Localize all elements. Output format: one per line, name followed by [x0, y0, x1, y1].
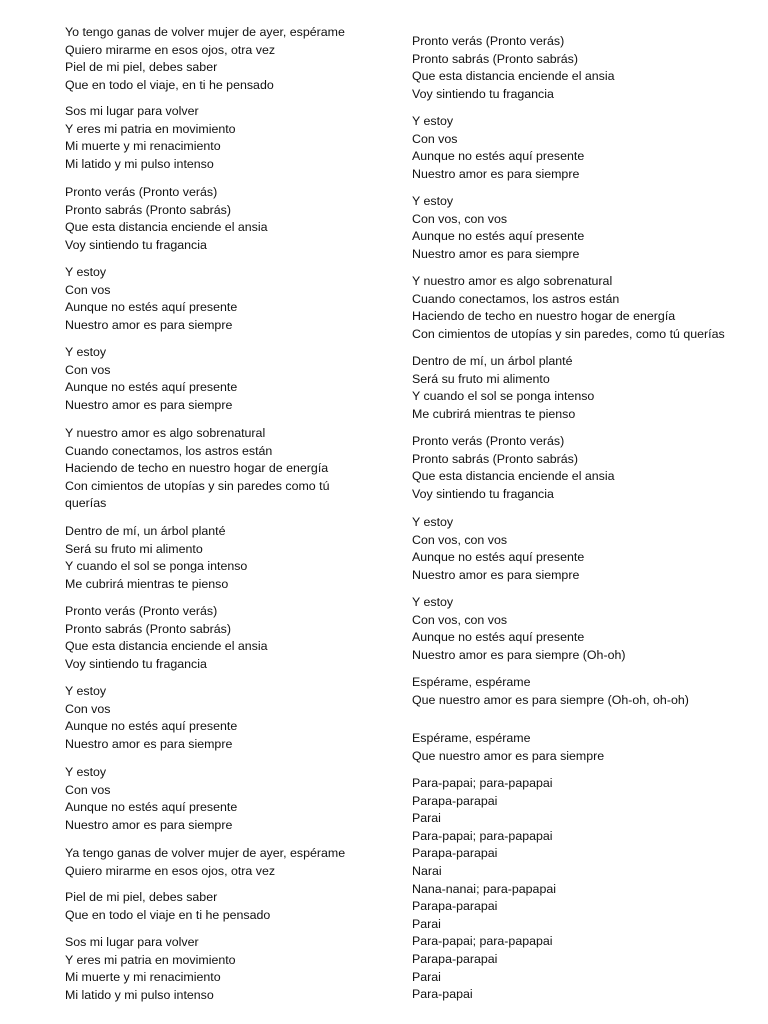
lyric-line: Y estoy [412, 194, 454, 208]
lyric-line: Pronto verás (Pronto verás) [412, 34, 565, 48]
lyric-line: Con vos [412, 131, 458, 146]
lyric-line: Que en todo el viaje en ti he pensado [65, 907, 271, 922]
lyric-line: Con vos [65, 362, 111, 377]
lyric-line: Y estoy [65, 345, 107, 359]
lyric-line: Que nuestro amor es para siempre [412, 748, 605, 763]
lyric-line: Y estoy [65, 765, 107, 779]
lyric-line: Voy sintiendo tu fragancia [412, 486, 554, 501]
stanza [65, 264, 237, 334]
lyric-line: Pronto sabrás (Pronto sabrás) [65, 202, 231, 217]
lyric-line: Sos mi lugar para volver [65, 104, 199, 118]
lyric-line: Con cimientos de utopías y sin paredes como tú [65, 478, 330, 493]
lyric-line: Aunque no estés aquí presente [65, 800, 238, 815]
lyric-line: Aunque no estés aquí presente [412, 630, 585, 645]
lyric-line: Que en todo el viaje, en ti he pensado [65, 77, 274, 92]
stanza [412, 775, 556, 1004]
lyric-line: Pronto sabrás (Pronto sabrás) [65, 621, 231, 636]
lyric-line: Que esta distancia enciende el ansia [412, 469, 615, 484]
lyric-line: Quiero mirarme en esos ojos, otra vez [65, 863, 276, 878]
lyric-line: Sos mi lugar para volver [65, 935, 199, 949]
stanza [65, 103, 236, 173]
lyric-line: Parapa-parapai [412, 899, 498, 914]
stanza [412, 273, 725, 343]
lyric-line: Pronto verás (Pronto verás) [412, 434, 565, 448]
lyric-line: Nuestro amor es para siempre [412, 246, 580, 261]
lyric-line: Y estoy [65, 265, 107, 279]
lyric-line: Con vos, con vos [412, 211, 508, 226]
lyric-line: Y eres mi patria en movimiento [65, 121, 236, 136]
lyric-line: Nuestro amor es para siempre [65, 397, 233, 412]
lyric-line: Yo tengo ganas de volver mujer de ayer, espérame [65, 25, 345, 39]
lyric-line: Y estoy [412, 114, 454, 128]
stanza [65, 934, 236, 1004]
lyric-line: Nuestro amor es para siempre [65, 317, 233, 332]
lyric-line: Y estoy [65, 684, 107, 698]
lyric-line: Con vos [65, 782, 111, 797]
lyric-line: Parai [412, 916, 441, 931]
lyric-line: Será su fruto mi alimento [65, 541, 203, 556]
lyric-line: Y nuestro amor es algo sobrenatural [412, 274, 613, 288]
lyric-line: Aunque no estés aquí presente [412, 149, 585, 164]
lyric-line: Dentro de mí, un árbol planté [412, 354, 573, 368]
stanza [412, 113, 584, 183]
stanza [412, 514, 584, 584]
lyric-line: Y eres mi patria en movimiento [65, 952, 236, 967]
lyric-line: Espérame, espérame [412, 675, 531, 689]
lyric-line: Y cuando el sol se ponga intenso [65, 559, 248, 574]
lyric-line: Pronto verás (Pronto verás) [65, 604, 218, 618]
stanza [412, 730, 604, 765]
lyric-line: Para-papai; para-papapai [412, 934, 553, 949]
lyric-line: Me cubrirá mientras te pienso [65, 576, 229, 591]
lyric-line: Aunque no estés aquí presente [65, 719, 238, 734]
lyric-line: Con vos, con vos [412, 612, 508, 627]
lyric-line: Cuando conectamos, los astros están [65, 443, 273, 458]
lyric-line: Parapa-parapai [412, 951, 498, 966]
stanza [65, 603, 268, 673]
lyric-line: Con vos [65, 701, 111, 716]
stanza [65, 764, 237, 834]
lyric-line: Pronto sabrás (Pronto sabrás) [412, 451, 578, 466]
lyric-line: Que esta distancia enciende el ansia [65, 639, 268, 654]
lyric-line: Mi muerte y mi renacimiento [65, 139, 221, 154]
lyric-line: Aunque no estés aquí presente [65, 380, 238, 395]
lyric-line: Piel de mi piel, debes saber [65, 60, 218, 75]
lyric-line: Cuando conectamos, los astros están [412, 291, 620, 306]
lyric-line: Que nuestro amor es para siempre (Oh-oh, oh-oh) [412, 692, 689, 707]
lyric-line: Será su fruto mi alimento [412, 371, 550, 386]
lyric-line: Con cimientos de utopías y sin paredes, como tú querías [412, 326, 725, 341]
stanza [65, 845, 345, 880]
lyric-line: Mi latido y mi pulso intenso [65, 156, 214, 171]
lyric-line: Mi muerte y mi renacimiento [65, 970, 221, 985]
stanza [65, 425, 329, 513]
lyric-line: Y cuando el sol se ponga intenso [412, 389, 595, 404]
lyric-line: Para-papai [412, 987, 473, 1002]
lyric-line: Mi latido y mi pulso intenso [65, 987, 214, 1002]
lyric-line: Nuestro amor es para siempre [412, 166, 580, 181]
lyric-line: Aunque no estés aquí presente [412, 550, 585, 565]
lyric-line: Aunque no estés aquí presente [412, 229, 585, 244]
lyric-line: Nana-nanai; para-papapai [412, 881, 556, 896]
lyric-line: Que esta distancia enciende el ansia [65, 220, 268, 235]
lyric-line: Para-papai; para-papapai [412, 828, 553, 843]
lyric-line: Y nuestro amor es algo sobrenatural [65, 426, 266, 440]
stanza [65, 523, 247, 593]
lyric-line: Nuestro amor es para siempre (Oh-oh) [412, 647, 626, 662]
stanza [412, 193, 584, 263]
lyric-line: Narai [412, 863, 442, 878]
lyric-line: Espérame, espérame [412, 731, 531, 745]
stanza [412, 594, 625, 664]
stanza [412, 33, 615, 103]
lyric-line: Parai [412, 811, 441, 826]
stanza [65, 683, 237, 753]
lyric-line: Con vos, con vos [412, 532, 508, 547]
lyric-line: Parai [412, 969, 441, 984]
lyric-line: Haciendo de techo en nuestro hogar de energía [65, 461, 329, 476]
lyric-line: Y estoy [412, 595, 454, 609]
lyric-line: Nuestro amor es para siempre [412, 567, 580, 582]
lyric-line: Voy sintiendo tu fragancia [65, 656, 207, 671]
stanza [65, 24, 345, 94]
lyric-line: Parapa-parapai [412, 793, 498, 808]
lyric-line: Quiero mirarme en esos ojos, otra vez [65, 42, 276, 57]
stanza [65, 344, 237, 414]
lyric-line: Aunque no estés aquí presente [65, 300, 238, 315]
stanza [412, 433, 615, 503]
stanza [65, 184, 268, 254]
lyric-line: Que esta distancia enciende el ansia [412, 69, 615, 84]
lyric-line: Nuestro amor es para siempre [65, 817, 233, 832]
lyric-line: Piel de mi piel, debes saber [65, 890, 218, 904]
stanza [412, 674, 689, 709]
lyric-line: Pronto sabrás (Pronto sabrás) [412, 51, 578, 66]
lyric-line: querías [65, 496, 107, 511]
lyric-line: Y estoy [412, 515, 454, 529]
lyric-line: Me cubrirá mientras te pienso [412, 406, 576, 421]
stanza [412, 353, 594, 423]
lyric-line: Parapa-parapai [412, 846, 498, 861]
lyric-line: Pronto verás (Pronto verás) [65, 185, 218, 199]
stanza [65, 889, 270, 924]
lyric-line: Haciendo de techo en nuestro hogar de energía [412, 309, 676, 324]
lyric-line: Voy sintiendo tu fragancia [65, 237, 207, 252]
lyric-line: Dentro de mí, un árbol planté [65, 524, 226, 538]
lyric-line: Voy sintiendo tu fragancia [412, 86, 554, 101]
lyric-line: Nuestro amor es para siempre [65, 736, 233, 751]
lyric-line: Para-papai; para-papapai [412, 776, 553, 790]
lyric-line: Con vos [65, 282, 111, 297]
lyric-line: Ya tengo ganas de volver mujer de ayer, espérame [65, 846, 346, 860]
